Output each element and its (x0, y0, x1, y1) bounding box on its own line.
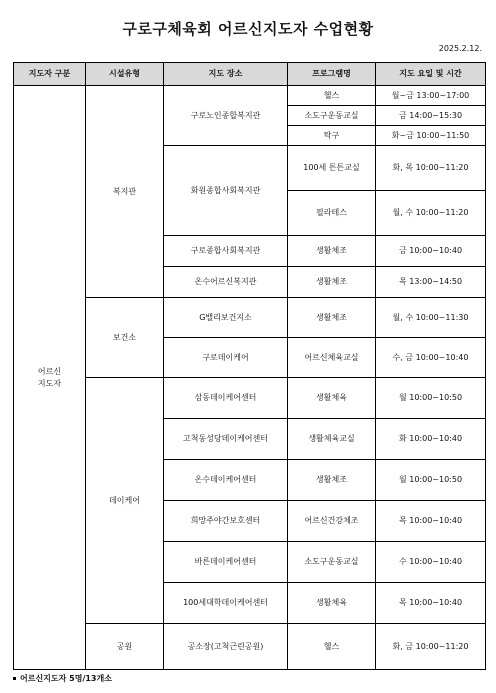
program-cell: 필라테스 (288, 191, 376, 236)
program-cell: 생활체육 (288, 378, 376, 419)
facility-type-daycare: 데이케어 (86, 378, 164, 624)
page-title: 구로구체육회 어르신지도자 수업현황 (122, 20, 374, 38)
program-cell: 소도구운동교실 (288, 106, 376, 126)
place-cell: 구로데이케어 (164, 338, 288, 378)
program-cell: 생활체육교실 (288, 419, 376, 460)
footer-summary: 어르신지도자 5명/13개소 (20, 674, 112, 683)
schedule-cell: 화, 금 10:00~11:20 (376, 624, 486, 670)
place-cell: G밸리보건지소 (164, 298, 288, 338)
schedule-cell: 월, 수 10:00~11:30 (376, 298, 486, 338)
place-cell: 100세대학데이케어센터 (164, 583, 288, 624)
schedule-cell: 수 10:00~10:40 (376, 542, 486, 583)
program-cell: 탁구 (288, 126, 376, 146)
program-cell: 생활체조 (288, 236, 376, 267)
place-cell: 삼동데이케어센터 (164, 378, 288, 419)
place-cell: 고척동성당데이케어센터 (164, 419, 288, 460)
place-cell: 구로종합사회복지관 (164, 236, 288, 267)
schedule-cell: 월 10:00~10:50 (376, 378, 486, 419)
place-cell: 온수데이케어센터 (164, 460, 288, 501)
facility-type-health: 보건소 (86, 298, 164, 378)
document-date: 2025.2.12. (438, 44, 482, 53)
footer-note (13, 673, 112, 684)
schedule-cell: 금 14:00~15:30 (376, 106, 486, 126)
header-instructor-type: 지도자 구분 (14, 63, 86, 86)
place-cell: 공소장(고척근린공원) (164, 624, 288, 670)
schedule-cell: 목 10:00~10:40 (376, 583, 486, 624)
schedule-cell: 월~금 13:00~17:00 (376, 86, 486, 106)
place-cell: 구로노인종합복지관 (164, 86, 288, 146)
schedule-cell: 월 10:00~10:50 (376, 460, 486, 501)
schedule-cell: 화 10:00~10:40 (376, 419, 486, 460)
program-cell: 생활체육 (288, 583, 376, 624)
program-cell: 헬스 (288, 86, 376, 106)
program-cell: 헬스 (288, 624, 376, 670)
program-cell: 어르신건강체조 (288, 501, 376, 542)
table-header-row (14, 63, 486, 86)
schedule-cell: 화~금 10:00~11:50 (376, 126, 486, 146)
facility-type-park: 공원 (86, 624, 164, 670)
bullet-icon (13, 677, 16, 680)
header-place: 지도 장소 (164, 63, 288, 86)
header-schedule: 지도 요일 및 시간 (376, 63, 486, 86)
header-program: 프로그램명 (288, 63, 376, 86)
place-cell: 온수어르신복지관 (164, 267, 288, 298)
schedule-cell: 금 10:00~10:40 (376, 236, 486, 267)
program-cell: 생활체조 (288, 267, 376, 298)
place-cell: 바른데이케어센터 (164, 542, 288, 583)
place-cell: 화원종합사회복지관 (164, 146, 288, 236)
schedule-cell: 목 10:00~10:40 (376, 501, 486, 542)
schedule-cell: 목 13:00~14:50 (376, 267, 486, 298)
program-cell: 소도구운동교실 (288, 542, 376, 583)
schedule-cell: 월, 수 10:00~11:20 (376, 191, 486, 236)
program-cell: 어르신체육교실 (288, 338, 376, 378)
instructor-type-cell: 어르신 지도자 (14, 86, 86, 670)
schedule-cell: 화, 목 10:00~11:20 (376, 146, 486, 191)
program-cell: 생활체조 (288, 460, 376, 501)
program-cell: 생활체조 (288, 298, 376, 338)
table-row (14, 86, 486, 106)
schedule-cell: 수, 금 10:00~10:40 (376, 338, 486, 378)
header-facility-type: 시설유형 (86, 63, 164, 86)
place-cell: 희망주야간보호센터 (164, 501, 288, 542)
schedule-table (13, 62, 486, 670)
program-cell: 100세 튼튼교실 (288, 146, 376, 191)
facility-type-welfare: 복지관 (86, 86, 164, 298)
